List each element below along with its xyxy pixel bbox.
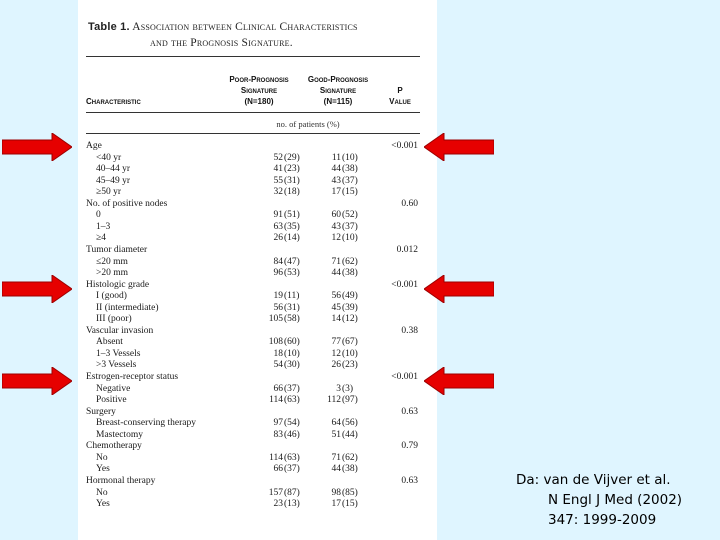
good-count: 17 [331,499,341,510]
p-value: <0.001 [391,279,418,290]
row-label: Mastectomy [96,429,143,440]
arrow-left-icon [424,133,494,161]
table-row [78,187,437,198]
good-percent: (38) [342,464,358,475]
header-poor [220,74,298,107]
p-value: <0.001 [391,141,418,151]
citation-line1: Da: van de Vijver et al. [516,472,671,488]
table-row [78,418,437,429]
poor-count: 91 [273,210,283,221]
good-percent: (38) [342,164,358,175]
good-count: 112 [327,395,341,406]
good-count: 12 [331,348,341,359]
table-panel [78,0,437,540]
good-percent: (10) [342,348,358,359]
header-good-line1: Good-Prognosis [307,75,369,84]
good-count: 12 [331,233,341,244]
row-label: <40 yr [96,152,122,163]
citation [516,470,682,530]
table-row [78,360,437,371]
poor-percent: (47) [284,256,300,267]
table-title-line2: and the Prognosis Signature. [150,37,293,49]
poor-percent: (10) [284,348,300,359]
row-label: Age [86,141,102,151]
row-label: >20 mm [96,268,129,279]
poor-percent: (13) [284,499,300,510]
poor-count: 63 [273,221,283,232]
citation-line3: 347: 1999-2009 [548,512,657,528]
row-label: Positive [96,395,127,406]
p-value: 0.63 [401,406,418,417]
poor-percent: (51) [284,210,300,221]
row-label: Negative [96,383,131,394]
row-label: I (good) [96,291,127,302]
row-label: Yes [96,464,110,475]
poor-percent: (31) [284,302,300,313]
good-count: 3 [336,383,341,394]
poor-percent: (53) [284,268,300,279]
poor-percent: (35) [284,221,300,232]
poor-percent: (87) [284,487,300,498]
good-count: 51 [331,429,341,440]
header-pvalue-line2: Value [389,97,411,106]
citation-line2: N Engl J Med (2002) [548,492,683,508]
good-percent: (15) [342,499,358,510]
header-good-line3: (N=115) [323,97,353,106]
header-pvalue-line1: P [397,86,403,95]
row-label: 1–3 [96,221,111,232]
table-row [78,488,437,499]
header-characteristic-text: Characteristic [86,97,141,106]
poor-percent: (30) [284,360,300,371]
table-row [78,153,437,164]
poor-percent: (63) [284,395,300,406]
row-label: 1–3 Vessels [96,348,141,359]
poor-count: 23 [273,499,283,510]
table-row [78,395,437,406]
table-row-group [78,407,437,418]
header-good [298,74,378,107]
p-value: 0.60 [401,198,418,209]
table-title-line1: Association between Clinical Characteristics [132,21,358,33]
arrow-left-icon [424,275,494,303]
good-percent: (62) [342,256,358,267]
poor-percent: (63) [284,452,300,463]
poor-count: 114 [269,395,283,406]
table-row [78,464,437,475]
poor-count: 66 [273,464,283,475]
good-count: 71 [331,256,341,267]
row-label: Breast-conserving therapy [96,418,196,429]
good-percent: (49) [342,291,358,302]
poor-count: 56 [273,302,283,313]
unit-note: no. of patients (%) [276,119,340,129]
good-percent: (37) [342,221,358,232]
table-row-group [78,326,437,337]
table-row [78,268,437,279]
table-row-group [78,441,437,452]
table-title-label: Table 1. [88,21,130,33]
table-row [78,499,437,510]
p-value: 0.63 [401,475,418,486]
table-row [78,233,437,244]
table-row-group [78,141,437,152]
good-percent: (10) [342,233,358,244]
poor-count: 66 [273,383,283,394]
table-row-group [78,199,437,210]
row-label: ≥4 [96,233,106,244]
row-label: Chemotherapy [86,441,142,452]
poor-count: 97 [273,418,283,429]
good-percent: (97) [342,395,358,406]
row-label: Vascular invasion [86,325,154,336]
row-label: ≤20 mm [96,256,128,267]
row-label: Yes [96,499,110,510]
good-percent: (85) [342,487,358,498]
poor-count: 114 [269,452,283,463]
p-value: 0.38 [401,325,418,336]
poor-count: 52 [273,152,283,163]
poor-percent: (54) [284,418,300,429]
poor-percent: (60) [284,337,300,348]
header-pvalue [380,85,420,107]
good-count: 44 [331,164,341,175]
poor-count: 41 [273,164,283,175]
good-percent: (15) [342,187,358,198]
good-percent: (23) [342,360,358,371]
good-count: 64 [331,418,341,429]
poor-count: 18 [273,348,283,359]
table-row [78,176,437,187]
table-row [78,257,437,268]
table-row [78,430,437,441]
good-percent: (67) [342,337,358,348]
table-row [78,303,437,314]
poor-count: 157 [268,487,283,498]
top-rule [86,56,420,57]
good-count: 11 [331,152,341,163]
good-count: 60 [331,210,341,221]
good-percent: (62) [342,452,358,463]
row-label: Estrogen-receptor status [86,372,179,382]
header-rule [86,112,420,113]
p-value: 0.79 [401,441,418,452]
poor-count: 96 [273,268,283,279]
good-count: 43 [331,175,341,186]
poor-count: 84 [273,256,283,267]
good-count: 26 [331,360,341,371]
good-percent: (38) [342,268,358,279]
table-row [78,384,437,395]
p-value: <0.001 [391,372,418,382]
good-count: 98 [331,487,341,498]
poor-percent: (23) [284,164,300,175]
good-percent: (3) [342,383,354,394]
poor-count: 55 [273,175,283,186]
table-row-group [78,245,437,256]
good-count: 44 [331,268,341,279]
good-count: 71 [331,452,341,463]
table-title [88,19,428,51]
table-row [78,349,437,360]
poor-percent: (18) [284,187,300,198]
arrow-right-icon [2,133,72,161]
row-label: 45–49 yr [96,175,131,186]
table-row-group [78,476,437,487]
poor-count: 54 [273,360,283,371]
table-row [78,314,437,325]
table-row-group [78,280,437,291]
good-percent: (12) [342,314,358,325]
row-label: Absent [96,337,123,348]
good-percent: (37) [342,175,358,186]
header-poor-line3: (N=180) [244,97,274,106]
row-label: Tumor diameter [86,244,148,255]
good-percent: (56) [342,418,358,429]
row-label: 40–44 yr [96,164,131,175]
poor-count: 108 [268,337,283,348]
table-row [78,164,437,175]
good-percent: (52) [342,210,358,221]
arrow-right-icon [2,367,72,395]
row-label: >3 Vessels [96,360,137,371]
header-poor-line1: Poor-Prognosis [229,75,289,84]
good-count: 45 [331,302,341,313]
header-characteristic [86,96,141,107]
arrow-right-icon [2,275,72,303]
arrow-left-icon [424,367,494,395]
poor-count: 19 [273,291,283,302]
good-percent: (10) [342,152,358,163]
good-percent: (44) [342,429,358,440]
body-rule [86,133,420,134]
poor-percent: (37) [284,464,300,475]
poor-percent: (31) [284,175,300,186]
poor-percent: (11) [284,291,300,302]
good-count: 43 [331,221,341,232]
row-label: Hormonal therapy [86,475,156,486]
table-row [78,291,437,302]
poor-count: 83 [273,429,283,440]
row-label: 0 [96,210,101,221]
poor-count: 105 [268,314,283,325]
row-label: Histologic grade [86,279,150,290]
row-label: III (poor) [96,314,132,325]
table-row [78,210,437,221]
poor-count: 32 [273,187,283,198]
row-label: II (intermediate) [96,302,159,313]
table-row [78,453,437,464]
row-label: Surgery [86,406,116,417]
poor-percent: (29) [284,152,300,163]
row-label: No [96,452,108,463]
table-row-group [78,372,437,383]
good-percent: (39) [342,302,358,313]
p-value: 0.012 [396,244,418,255]
row-label: No [96,487,108,498]
good-count: 17 [331,187,341,198]
good-count: 14 [331,314,341,325]
poor-percent: (58) [284,314,300,325]
header-poor-line2: Signature [240,86,278,95]
good-count: 44 [331,464,341,475]
good-count: 77 [331,337,341,348]
header-good-line2: Signature [319,86,357,95]
row-label: ≥50 yr [96,187,122,198]
poor-percent: (37) [284,383,300,394]
poor-count: 26 [273,233,283,244]
good-count: 56 [331,291,341,302]
row-label: No. of positive nodes [86,198,168,209]
table-row [78,222,437,233]
poor-percent: (46) [284,429,300,440]
poor-percent: (14) [284,233,300,244]
table-row [78,337,437,348]
